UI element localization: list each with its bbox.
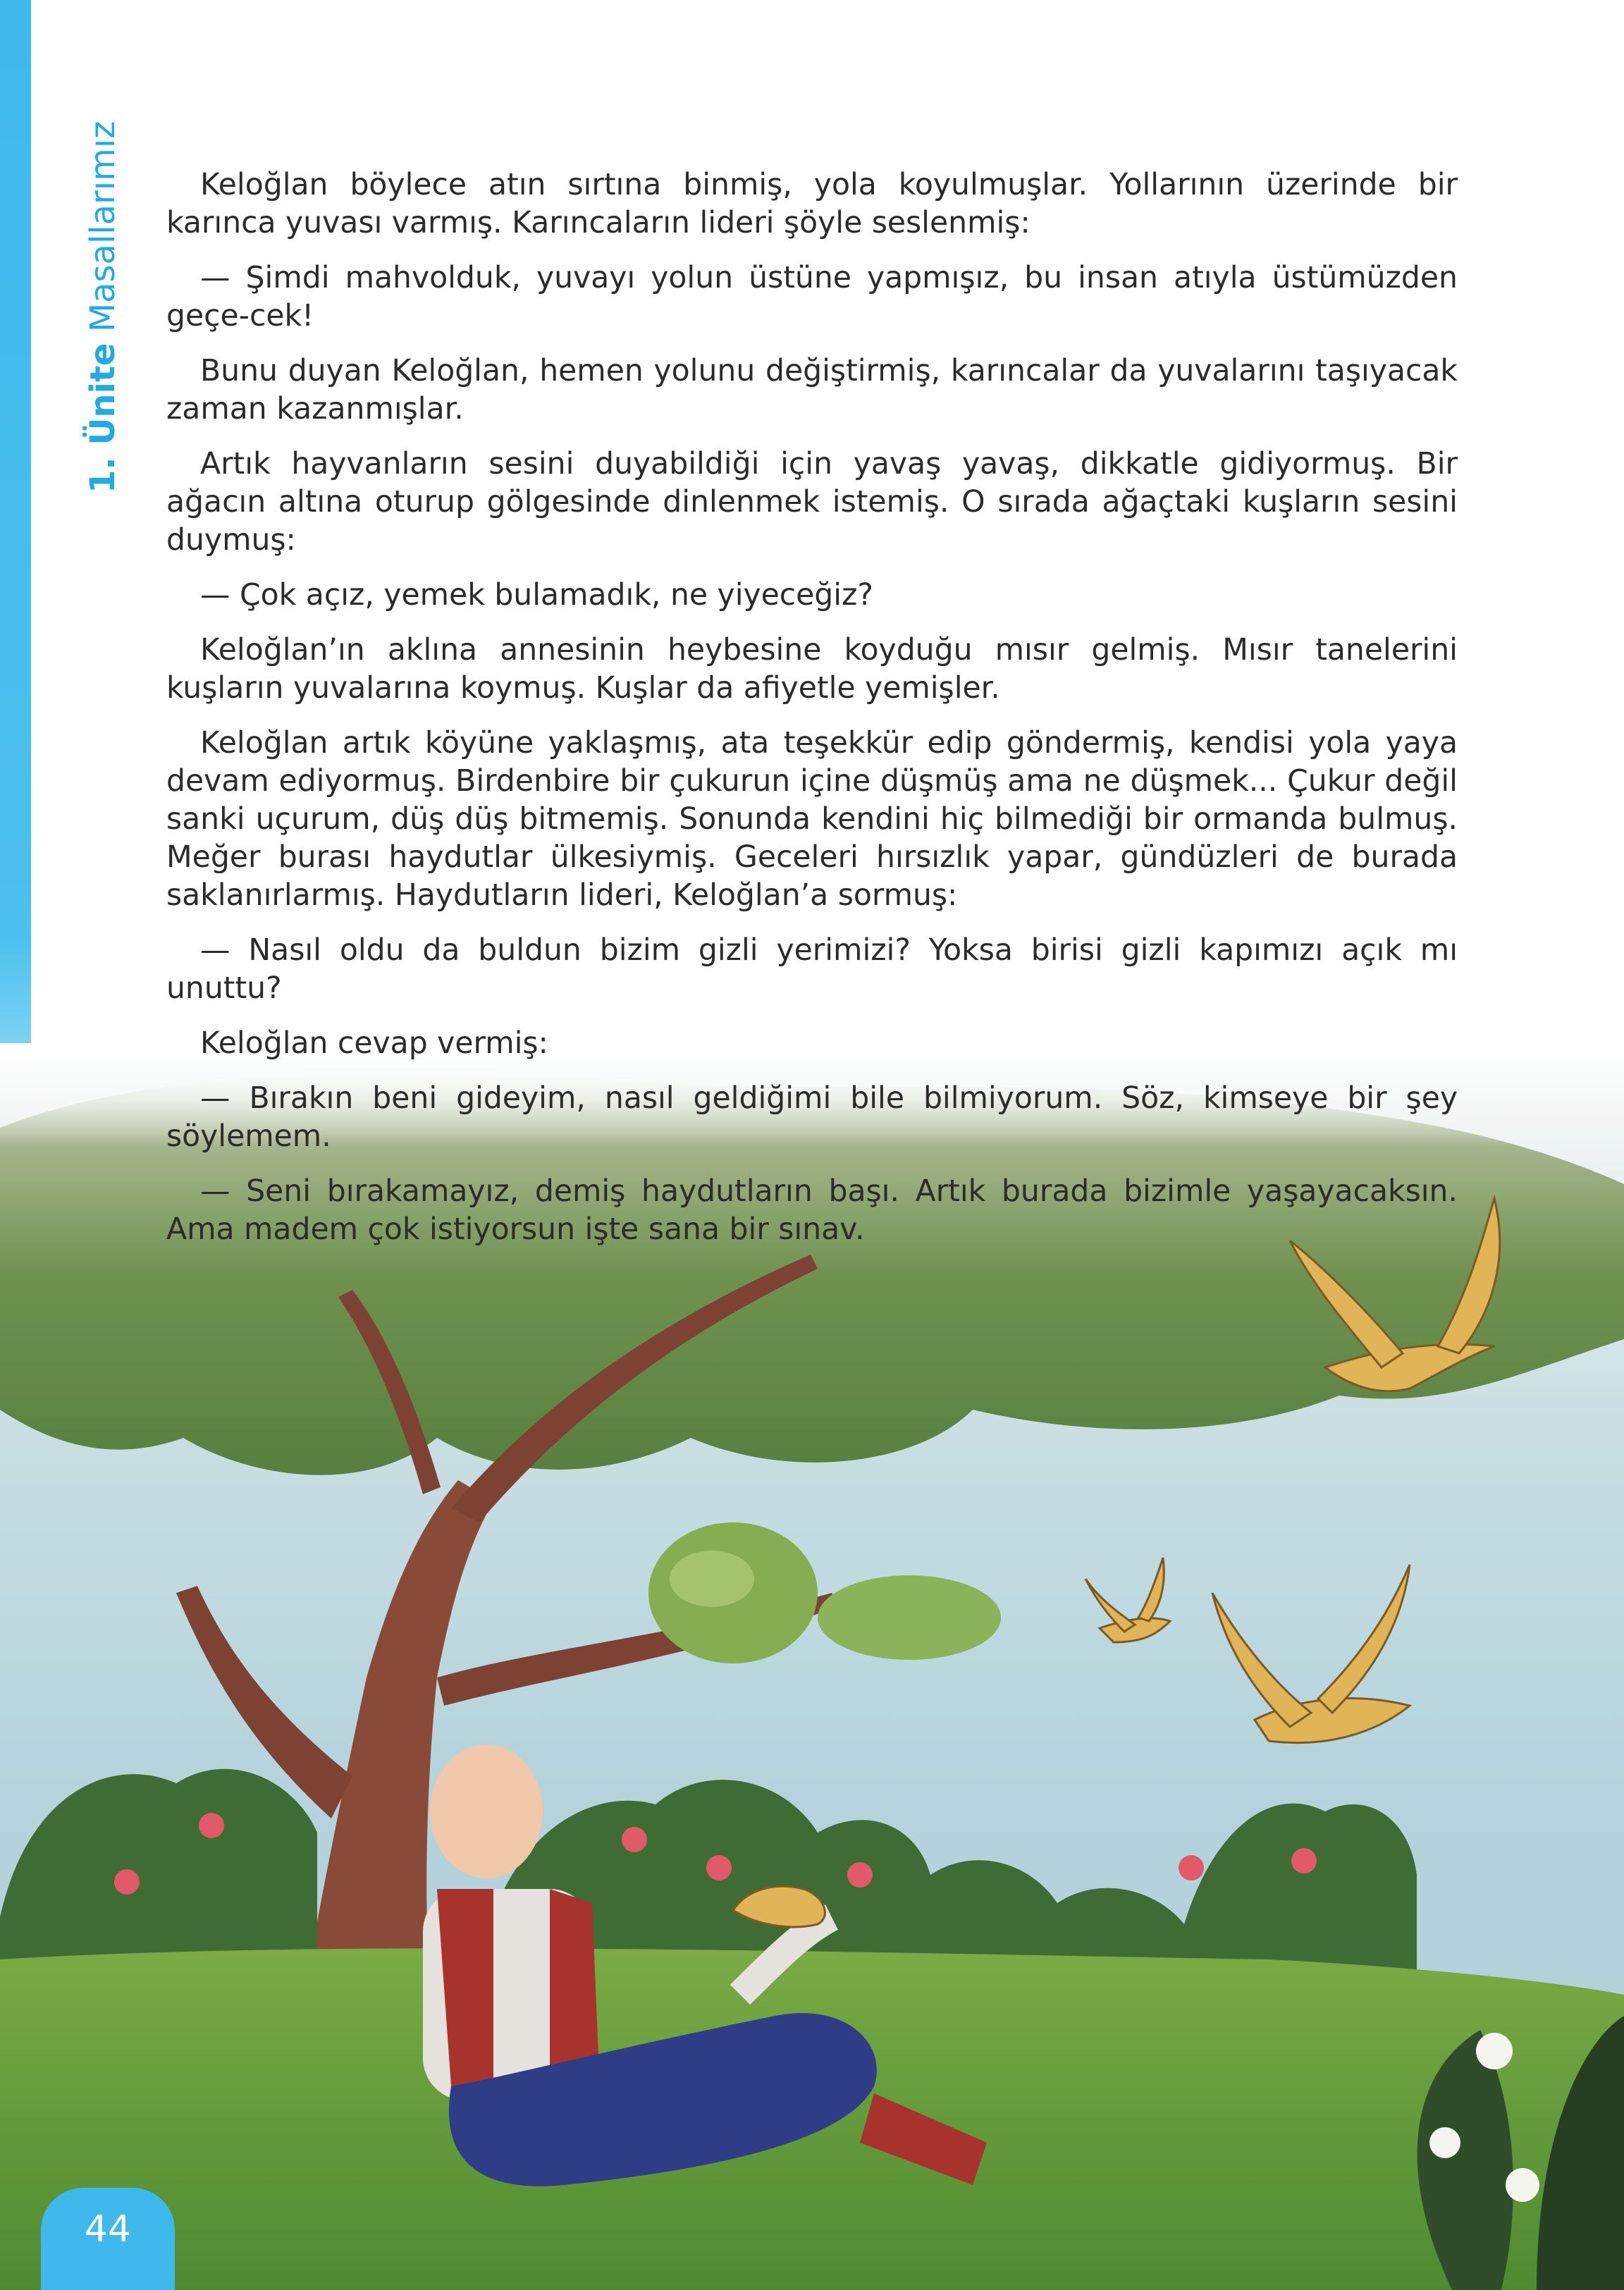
unit-label bbox=[83, 121, 123, 493]
unit-number: 1. Ünite bbox=[83, 343, 123, 493]
paragraph: — Bırakın beni gideyim, nasıl geldiğimi bile bilmiyorum. Söz, kimseye bir şey söylemem. bbox=[166, 1081, 1458, 1154]
story-text bbox=[166, 166, 1458, 1266]
paragraph: — Çok açız, yemek bulamadık, ne yiyeceğiz? bbox=[200, 578, 873, 612]
paragraph: — Nasıl oldu da buldun bizim gizli yerimizi? Yoksa birisi gizli kapımızı açık mı unuttu? bbox=[166, 933, 1458, 1006]
paragraph: Keloğlan’ın aklına annesinin heybesine koyduğu mısır gelmiş. Mısır tanelerini kuşların yuvalarına koymuş. Kuşlar da afiyetle yemişler. bbox=[166, 633, 1458, 706]
page-number: 44 bbox=[41, 2188, 175, 2290]
paragraph: Keloğlan böylece atın sırtına binmiş, yola koyulmuşlar. Yollarının üzerinde bir karınca yuvası varmış. Karıncaların lideri şöyle seslenmiş: bbox=[166, 168, 1458, 240]
paragraph: Keloğlan artık köyüne yaklaşmış, ata teşekkür edip göndermiş, kendisi yola yaya devam ediyormuş. Birdenbire bir çukurun içine düşmüş ama ne düşmek... Çukur değil sanki uçurum, düş düş bitmemiş. Sonunda kendini hiç bilmediği bir ormanda bulmuş. Meğer burası haydutlar ülkesiymiş. Geceleri hırsızlık yapar, gündüzleri de burada saklanırlarmış. Haydutların lideri, Keloğlan’a sormuş: bbox=[166, 726, 1458, 913]
paragraph: Bunu duyan Keloğlan, hemen yolunu değiştirmiş, karıncalar da yuvalarını taşıyacak zaman kazanmışlar. bbox=[166, 354, 1458, 426]
paragraph: — Seni bırakamayız, demiş haydutların başı. Artık burada bizimle yaşayacaksın. Ama madem çok istiyorsun işte sana bir sınav. bbox=[166, 1174, 1458, 1247]
paragraph: — Şimdi mahvolduk, yuvayı yolun üstüne yapmışız, bu insan atıyla üstümüzden geçe-cek! bbox=[166, 261, 1458, 333]
unit-title: Masallarımız bbox=[83, 121, 123, 333]
paragraph: Keloğlan cevap vermiş: bbox=[200, 1026, 548, 1061]
paragraph: Artık hayvanların sesini duyabildiği için yavaş yavaş, dikkatle gidiyormuş. Bir ağacın altına oturup gölgesinde dinlenmek istemiş. O sırada ağaçtaki kuşların sesini duymuş: bbox=[166, 447, 1458, 558]
